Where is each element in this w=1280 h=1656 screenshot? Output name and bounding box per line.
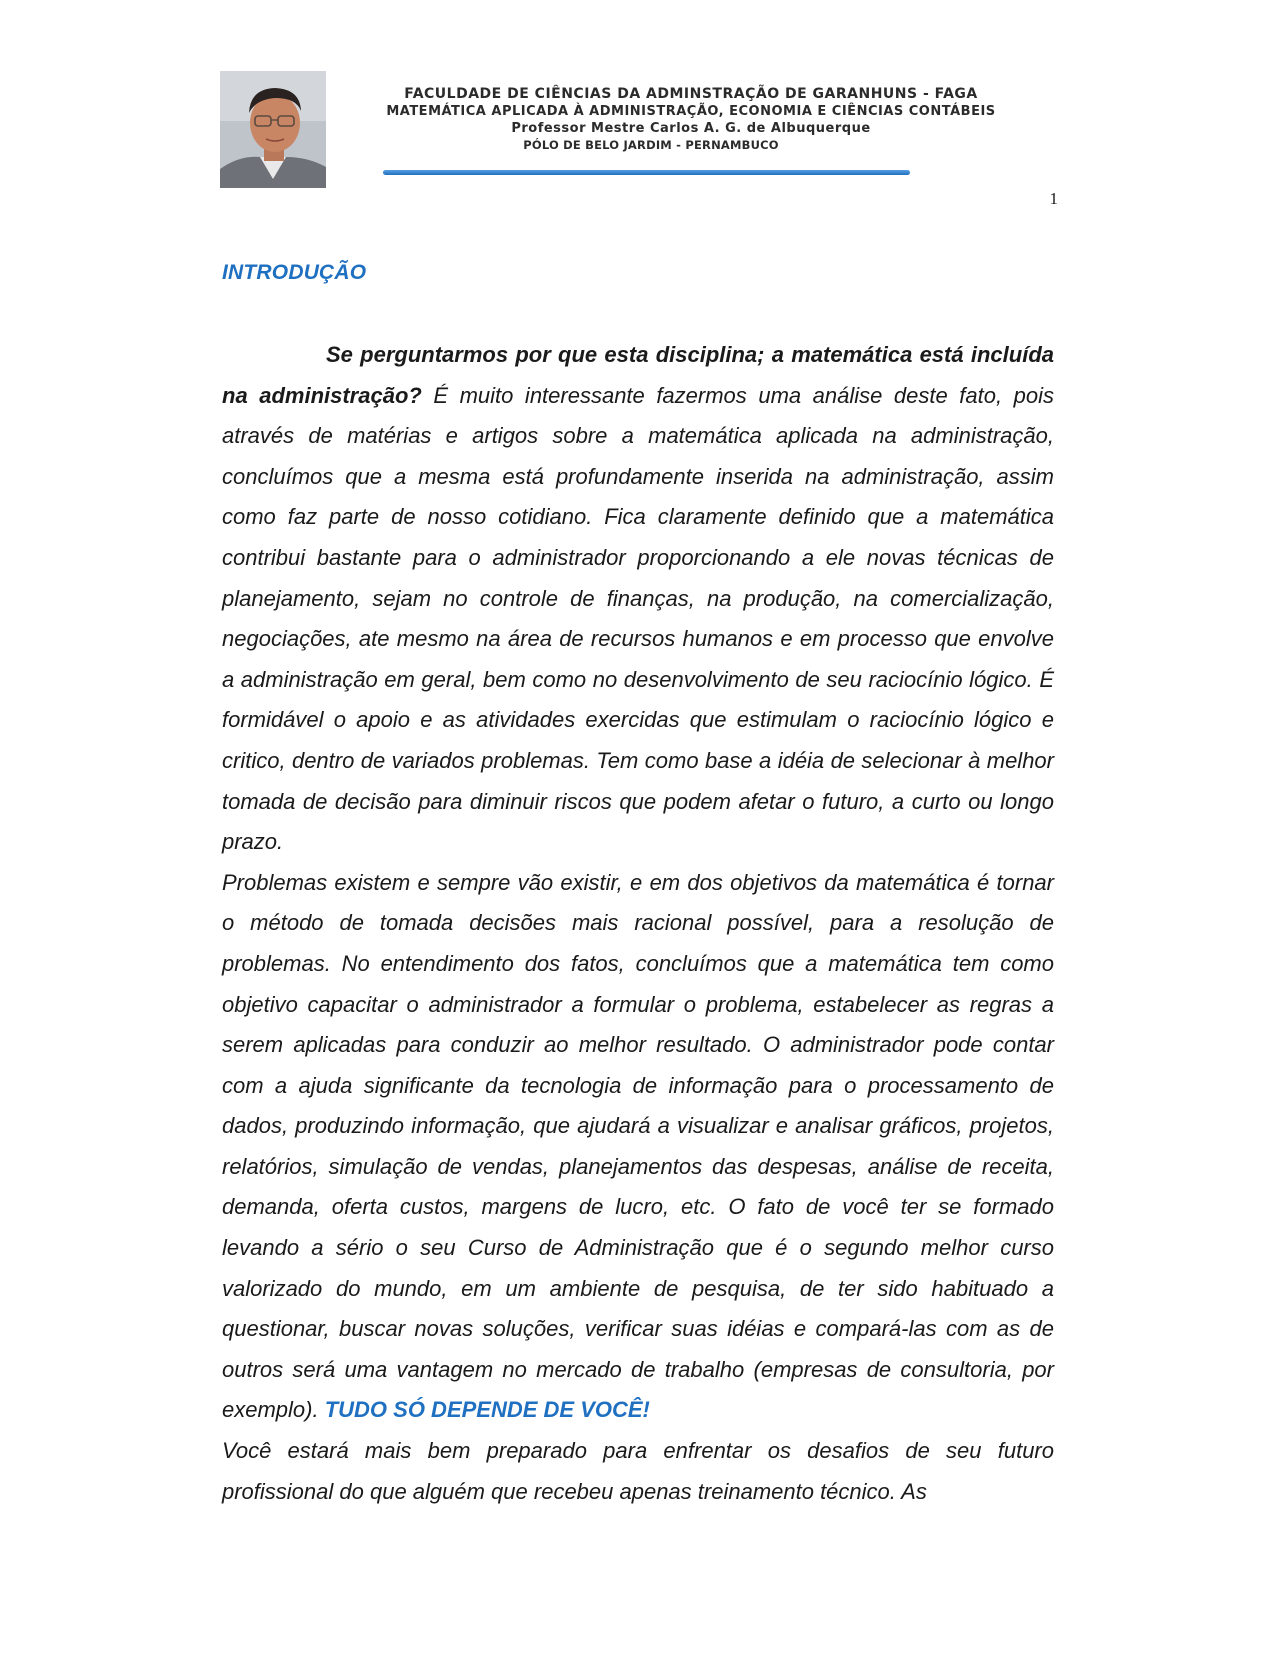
intro-question: Se perguntarmos por que esta disciplina; a matemática está incluída na administração? xyxy=(222,342,1054,408)
professor-photo xyxy=(220,71,326,188)
problems-text: Problemas existem e sempre vão existir, e em dos objetivos da matemática é tornar o método de tomada decisões mais racional possível, para a resolução de problemas. No entendimento dos fatos, concluímos que a matemática tem como objetivo capacitar o administrador a formular o problema, estabelecer as regras a serem aplicadas para conduzir ao melhor resultado. O administrador pode contar com a ajuda significante da tecnologia de informação para o processamento de dados, produzindo informação, que ajudará a visualizar e analisar gráficos, projetos, relatórios, simulação de vendas, planejamentos das despesas, análise de receita, demanda, oferta custos, margens de lucro, etc. O fato de você ter se formado levando a sério o seu Curso de Administração que é o segundo melhor curso valorizado do mundo, em um ambiente de pesquisa, de ter sido habituado a questionar, buscar novas soluções, verificar suas idéias e compará-las com as de outros será uma vantagem no mercado de trabalho (empresas de consultoria, por exemplo). xyxy=(222,869,1054,1423)
body-text xyxy=(222,335,1054,1512)
page-number: 1 xyxy=(1049,189,1058,208)
paragraph-intro xyxy=(222,335,1054,863)
header-campus: PÓLO DE BELO JARDIM - PERNAMBUCO xyxy=(523,138,779,152)
portrait-image xyxy=(220,71,326,188)
intro-text: É muito interessante fazermos uma análise deste fato, pois através de matérias e artigos sobre a matemática aplicada na administração, concluímos que a mesma está profundamente inserida na administração, assim como faz parte de nosso cotidiano. Fica claramente definido que a matemática contribui bastante para o administrador proporcionando a ele novas técnicas de planejamento, sejam no controle de finanças, na produção, na comercialização, negociações, ate mesmo na área de recursos humanos e em processo que envolve a administração em geral, bem como no desenvolvimento de seu raciocínio lógico. É formidável o apoio e as atividades exercidas que estimulam o raciocínio lógico e critico, dentro de variados problemas. Tem como base a idéia de selecionar à melhor tomada de decisão para diminuir riscos que podem afetar o futuro, a curto ou longo prazo. xyxy=(222,382,1054,855)
header-institution: FACULDADE DE CIÊNCIAS DA ADMINSTRAÇÃO DE GARANHUNS - FAGA xyxy=(404,86,978,102)
institution-header xyxy=(326,86,1056,153)
header-professor: Professor Mestre Carlos A. G. de Albuquerque xyxy=(511,121,871,136)
section-heading: INTRODUÇÃO xyxy=(222,261,367,284)
emphasis-callout: TUDO SÓ DEPENDE DE VOCÊ! xyxy=(324,1397,650,1423)
preparation-text: Você estará mais bem preparado para enfrentar os desafios de seu futuro profissional do que alguém que recebeu apenas treinamento técnico. As xyxy=(222,1438,1054,1504)
paragraph-preparation xyxy=(222,1431,1054,1512)
header-course: MATEMÁTICA APLICADA À ADMINISTRAÇÃO, ECONOMIA E CIÊNCIAS CONTÁBEIS xyxy=(386,104,996,119)
paragraph-problems xyxy=(222,863,1054,1431)
header-divider xyxy=(383,170,910,175)
